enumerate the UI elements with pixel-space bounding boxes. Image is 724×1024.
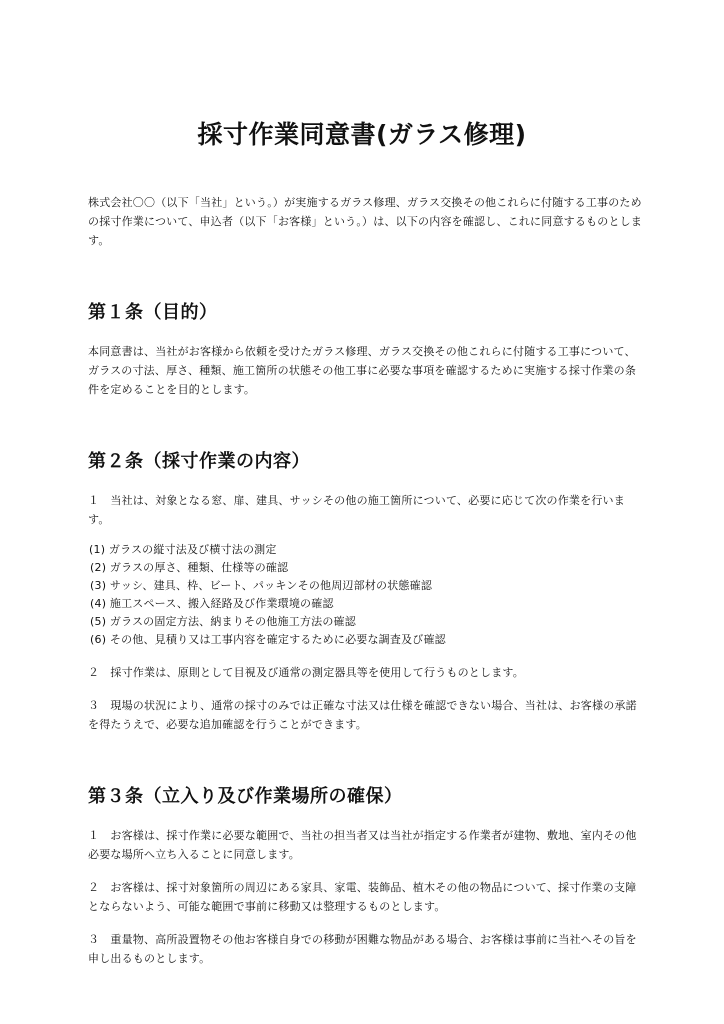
article-3-paragraph-2: ２ お客様は、採寸対象箇所の周辺にある家具、家電、装飾品、植木その他の物品について、採寸作業の支障とならないよう、可能な範囲で事前に移動又は整理するものとします。 (88, 881, 637, 913)
article-3-heading: 第３条（立入り及び作業場所の確保） (88, 786, 403, 807)
list-item: (4) 施工スペース、搬入経路及び作業環境の確認 (90, 597, 334, 610)
list-item: (3) サッシ、建具、枠、ビート、パッキンその他周辺部材の状態確認 (90, 579, 433, 592)
article-3 (88, 784, 643, 968)
article-1-heading: 第１条（目的） (88, 302, 218, 323)
list-item: (1) ガラスの縦寸法及び横寸法の測定 (89, 543, 277, 556)
document-title: 採寸作業同意書(ガラス修理) (197, 120, 527, 149)
list-item: (5) ガラスの固定方法、納まりその他施工方法の確認 (90, 615, 356, 628)
article-2-paragraph-1: １ 当社は、対象となる窓、扉、建具、サッシその他の施工箇所について、必要に応じて次の作業を行います。 (88, 494, 625, 526)
document-body (88, 193, 643, 968)
article-3-paragraph-3: ３ 重量物、高所設置物その他お客様自身での移動が困難な物品がある場合、お客様は事前に当社へその旨を申し出るものとします。 (88, 933, 637, 965)
article-2-paragraph-2: ２ 採寸作業は、原則として目視及び通常の測定器具等を使用して行うものとします。 (88, 666, 524, 679)
article-3-paragraph-1: １ お客様は、採寸作業に必要な範囲で、当社の担当者又は当社が指定する作業者が建物、敷地、室内その他必要な場所へ立ち入ることに同意します。 (88, 829, 637, 861)
article-2 (88, 449, 643, 734)
article-2-heading: 第２条（採寸作業の内容） (88, 451, 310, 472)
article-1-paragraph: 本同意書は、当社がお客様から依頼を受けたガラス修理、ガラス交換その他これらに付随する工事について、ガラスの寸法、厚さ、種類、施工箇所の状態その他工事に必要な事項を確認するために実施する採寸作業の条件を定めることを目的とします。 (88, 345, 637, 396)
article-1 (88, 300, 643, 399)
intro-paragraph: 株式会社〇〇（以下「当社」という。）が実施するガラス修理、ガラス交換その他これらに付随する工事のための採寸作業について、申込者（以下「お客様」という。）は、以下の内容を確認し、これに同意するものとします。 (88, 196, 643, 247)
article-2-paragraph-3: ３ 現場の状況により、通常の採寸のみでは正確な寸法又は仕様を確認できない場合、当社は、お客様の承諾を得たうえで、必要な追加確認を行うことができます。 (88, 699, 637, 731)
list-item: (2) ガラスの厚さ、種類、仕様等の確認 (90, 561, 289, 574)
article-2-item-list (88, 541, 643, 649)
list-item: (6) その他、見積り又は工事内容を確定するために必要な調査及び確認 (90, 633, 446, 646)
